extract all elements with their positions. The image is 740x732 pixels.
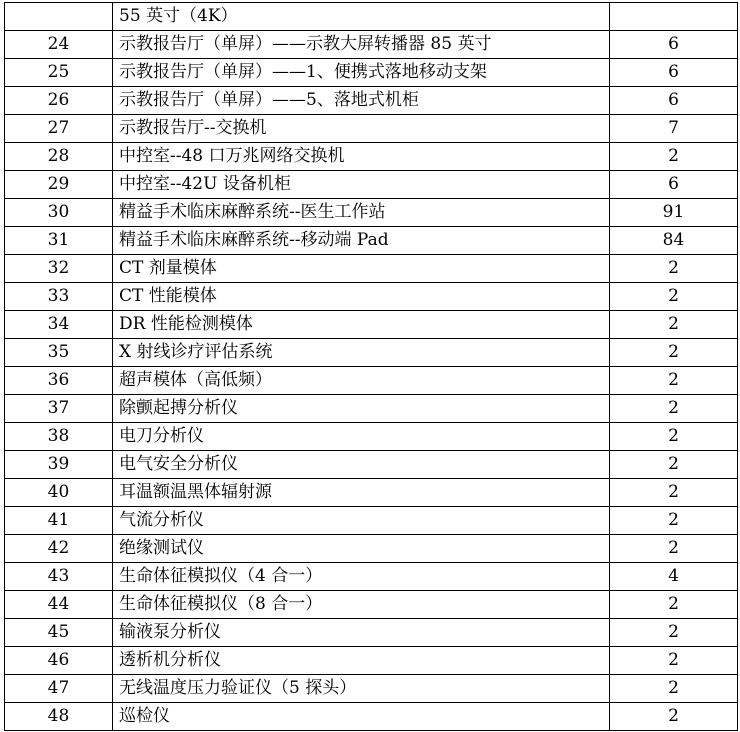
item-quantity: 2 [610,283,738,311]
table-row [5,339,738,367]
row-number: 38 [5,423,113,451]
item-name: 精益手术临床麻醉系统--医生工作站 [113,199,610,227]
table-row [5,115,738,143]
item-name: 示教报告厅--交换机 [113,115,610,143]
item-quantity: 6 [610,59,738,87]
item-name: 巡检仪 [113,703,610,731]
row-number: 27 [5,115,113,143]
item-name: 55 英寸（4K） [113,3,610,31]
table-row [5,563,738,591]
row-number: 25 [5,59,113,87]
item-quantity: 2 [610,367,738,395]
row-number: 35 [5,339,113,367]
item-quantity: 2 [610,451,738,479]
item-name: DR 性能检测模体 [113,311,610,339]
item-quantity: 2 [610,507,738,535]
table-row [5,479,738,507]
row-number: 31 [5,227,113,255]
item-quantity: 2 [610,591,738,619]
item-name: 电气安全分析仪 [113,451,610,479]
row-number: 39 [5,451,113,479]
item-name: 透析机分析仪 [113,647,610,675]
equipment-table-body [5,3,738,731]
item-quantity: 2 [610,675,738,703]
table-row [5,31,738,59]
table-row [5,451,738,479]
row-number: 48 [5,703,113,731]
item-quantity: 2 [610,423,738,451]
item-quantity: 2 [610,311,738,339]
item-name: 耳温额温黑体辐射源 [113,479,610,507]
row-number: 33 [5,283,113,311]
item-name: CT 剂量模体 [113,255,610,283]
item-name: 示教报告厅（单屏）——5、落地式机柜 [113,87,610,115]
table-row [5,59,738,87]
item-quantity: 2 [610,703,738,731]
row-number: 43 [5,563,113,591]
item-quantity: 4 [610,563,738,591]
table-row [5,395,738,423]
table-row [5,199,738,227]
item-name: 超声模体（高低频） [113,367,610,395]
row-number: 24 [5,31,113,59]
item-quantity: 2 [610,395,738,423]
row-number: 36 [5,367,113,395]
item-name: 示教报告厅（单屏）——1、便携式落地移动支架 [113,59,610,87]
item-quantity: 2 [610,339,738,367]
row-number: 32 [5,255,113,283]
table-row [5,367,738,395]
item-name: 无线温度压力验证仪（5 探头） [113,675,610,703]
table-row [5,647,738,675]
row-number: 45 [5,619,113,647]
table-row [5,423,738,451]
row-number: 26 [5,87,113,115]
table-row [5,87,738,115]
table-row [5,619,738,647]
row-number: 28 [5,143,113,171]
item-name: CT 性能模体 [113,283,610,311]
row-number: 44 [5,591,113,619]
row-number: 30 [5,199,113,227]
table-row [5,143,738,171]
table-row [5,227,738,255]
item-quantity: 6 [610,171,738,199]
table-row [5,3,738,31]
table-row [5,703,738,731]
item-name: 精益手术临床麻醉系统--移动端 Pad [113,227,610,255]
item-quantity: 2 [610,535,738,563]
item-quantity: 7 [610,115,738,143]
item-name: 输液泵分析仪 [113,619,610,647]
row-number: 47 [5,675,113,703]
table-row [5,591,738,619]
table-row [5,507,738,535]
item-quantity: 91 [610,199,738,227]
item-quantity: 6 [610,87,738,115]
row-number: 37 [5,395,113,423]
row-number: 41 [5,507,113,535]
row-number [5,3,113,31]
item-quantity: 2 [610,479,738,507]
item-quantity: 2 [610,647,738,675]
item-name: 中控室--48 口万兆网络交换机 [113,143,610,171]
table-row [5,255,738,283]
item-name: X 射线诊疗评估系统 [113,339,610,367]
item-name: 示教报告厅（单屏）——示教大屏转播器 85 英寸 [113,31,610,59]
item-name: 中控室--42U 设备机柜 [113,171,610,199]
item-name: 除颤起搏分析仪 [113,395,610,423]
row-number: 46 [5,647,113,675]
table-row [5,171,738,199]
item-quantity: 2 [610,255,738,283]
item-name: 气流分析仪 [113,507,610,535]
table-row [5,283,738,311]
row-number: 42 [5,535,113,563]
row-number: 29 [5,171,113,199]
item-name: 生命体征模拟仪（4 合一） [113,563,610,591]
item-quantity: 84 [610,227,738,255]
table-row [5,311,738,339]
item-quantity [610,3,738,31]
equipment-table [4,2,738,731]
item-name: 电刀分析仪 [113,423,610,451]
item-name: 生命体征模拟仪（8 合一） [113,591,610,619]
row-number: 40 [5,479,113,507]
item-quantity: 6 [610,31,738,59]
item-quantity: 2 [610,143,738,171]
table-row [5,535,738,563]
item-name: 绝缘测试仪 [113,535,610,563]
item-quantity: 2 [610,619,738,647]
table-row [5,675,738,703]
document-page [4,2,738,731]
row-number: 34 [5,311,113,339]
